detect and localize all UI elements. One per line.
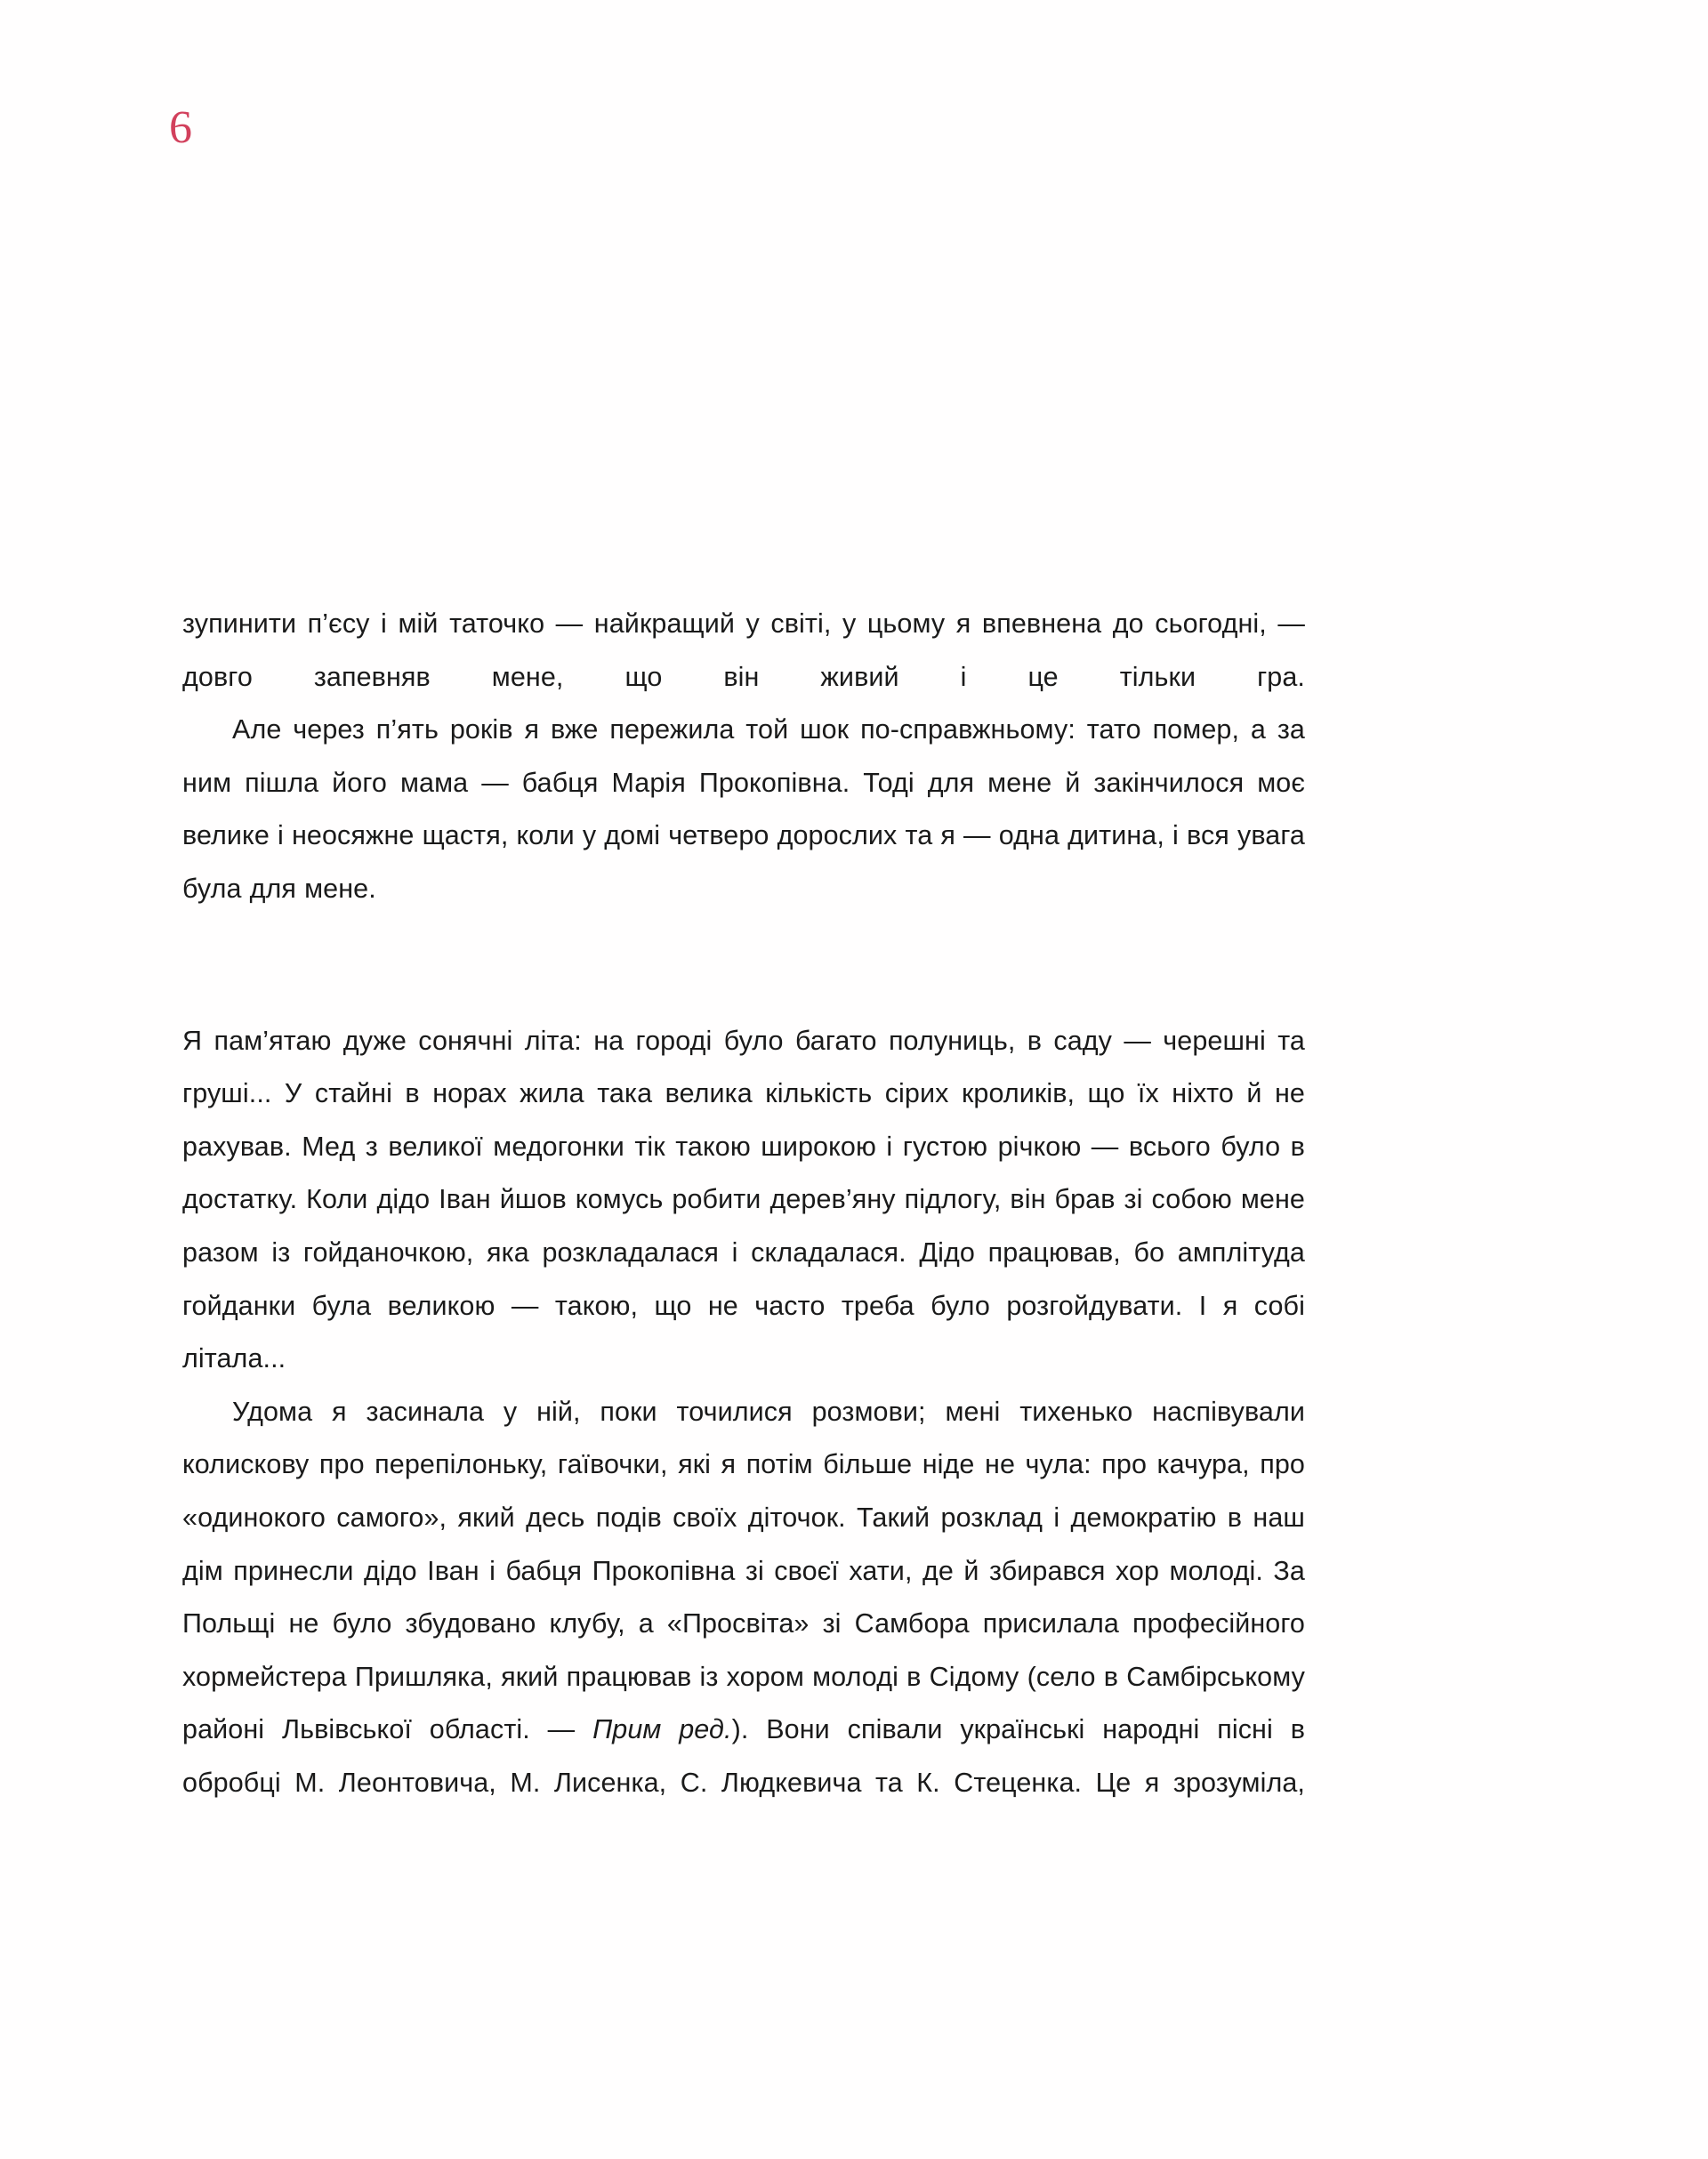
paragraph-text-before-italic: Удома я засинала у ній, поки точилися розмови; мені тихенько наспівували колискову про перепілоньку, гаївочки, які я потім більше ніде не чула: про качура, про «одинокого самого», який десь подів своїх діточок. Такий розклад і демократію в наш дім принесли дідо Іван і бабця Прокопівна зі своєї хати, де й збирався хор молоді. За Польщі не було збудовано клубу, а «Просвіта» зі Самбора присилала професійного хормейстера Пришляка, який працював із хором молоді в Сідому (село в Самбірському районі Львівської області. — xyxy=(182,1396,1305,1745)
paragraph-text-after-italic: ). Вони співали українські народні пісні в обробці М. Леонтовича, М. Лисенка, С. Людкевича та К. Стеценка. Це я зрозуміла, xyxy=(182,1714,1305,1798)
paragraph xyxy=(182,1386,1305,1810)
paragraph: Я пам’ятаю дуже сонячні літа: на городі було багато полуниць, в саду — черешні та груші... У стайні в норах жила така велика кількість сірих кроликів, що їх ніхто й не рахував. Мед з великої медогонки тік такою широкою і густою річкою — всього було в достатку. Коли дідо Іван йшов комусь робити дерев’яну підлогу, він брав зі собою мене разом із гойданочкою, яка розкладалася і складалася. Дідо працював, бо амплітуда гойданки була великою — такою, що не часто треба було розгойдувати. І я собі літала... xyxy=(182,1025,1305,1374)
paragraph: зупинити п’єсу і мій таточко — найкращий у світі, у цьому я впевнена до сьогодні, — довго запевняв мене, що він живий і це тільки гра. xyxy=(182,608,1305,692)
text-block-1 xyxy=(182,598,1305,916)
text-block-2 xyxy=(182,1015,1305,1810)
text-column xyxy=(182,598,1305,1809)
page-number: 6 xyxy=(169,102,192,153)
paragraph: Але через п’ять років я вже пережила той шок по-справжньому: тато помер, а за ним пішла його мама — бабця Марія Прокопівна. Тоді для мене й закінчилося моє велике і неосяжне щастя, коли у домі четверо дорослих та я — одна дитина, і вся увага була для мене. xyxy=(182,714,1305,904)
editorial-note-italic: Прим ред. xyxy=(592,1714,732,1745)
